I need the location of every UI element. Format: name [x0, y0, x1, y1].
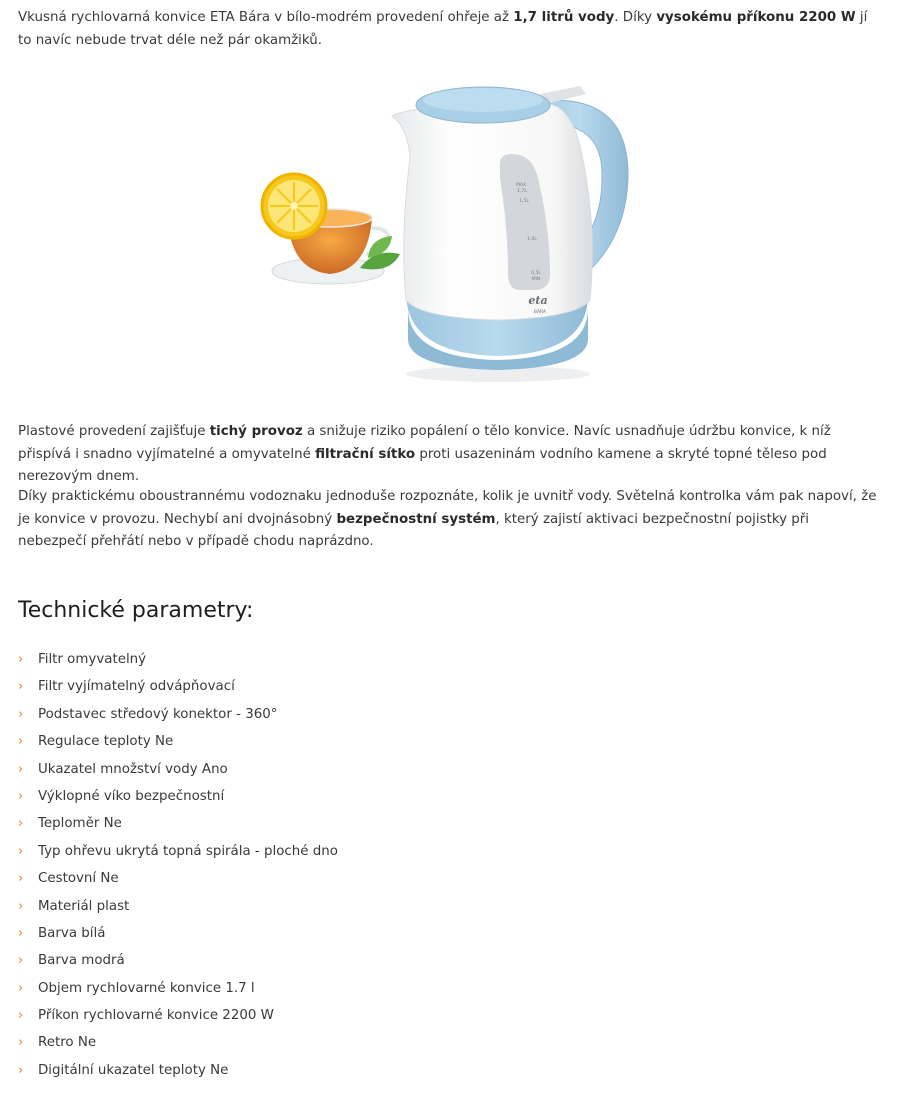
spec-item [18, 649, 338, 676]
chevron-right-icon: › [18, 980, 24, 996]
chevron-right-icon: › [18, 1008, 24, 1024]
gauge-label: 0,5L [531, 271, 541, 276]
chevron-right-icon: › [18, 1062, 24, 1078]
chevron-right-icon: › [18, 734, 24, 750]
chevron-right-icon: › [18, 1035, 24, 1051]
intro-text-1: Vkusná rychlovarná konvice ETA Bára v bílo-modrém provedení ohřeje až [18, 10, 514, 25]
spec-item [18, 731, 338, 758]
brand-logo: eta [528, 294, 548, 307]
chevron-right-icon: › [18, 706, 24, 722]
spec-text: Teploměr Ne [38, 816, 122, 832]
gauge-label: MIN [531, 277, 541, 282]
spec-text: Barva bílá [38, 925, 106, 941]
spec-text: Materiál plast [38, 898, 130, 914]
spec-text: Cestovní Ne [38, 871, 119, 887]
intro-paragraph [18, 7, 878, 52]
chevron-right-icon: › [18, 953, 24, 969]
p2-text-2: a snižuje riziko popálení o tělo konvice. Navíc usnadňuje údržbu konvice, k níž přispívá i snadno vyjímatelné a omyvatelné [18, 424, 831, 462]
spec-item [18, 950, 338, 977]
gauge-label: 1,7L [517, 189, 527, 194]
spec-text: Filtr omyvatelný [38, 652, 147, 667]
spec-item [18, 1005, 338, 1032]
p2-text-1: Plastové provedení zajišťuje [18, 424, 210, 439]
model-label: BÁRA [533, 310, 547, 315]
spec-text: Ukazatel množství vody Ano [38, 761, 228, 777]
spec-item [18, 1032, 338, 1059]
p3-text-1: Díky praktickému oboustrannému vodoznaku jednoduše rozpoznáte, kolik je uvnitř vody. Světelná kontrolka vám pak napoví, že je konvice v provozu. Nechybí ani dvojnásobný [18, 489, 877, 527]
p2-text-3: proti usazeninám vodního kamene a skryté topné těleso pod nerezovým dnem. [18, 446, 827, 485]
kettle-product-image [250, 78, 650, 388]
gauge-label: 1,0L [527, 237, 537, 242]
spec-item [18, 841, 338, 868]
chevron-right-icon: › [18, 898, 24, 914]
spec-text: Retro Ne [38, 1035, 97, 1051]
feature-paragraph-2 [18, 486, 878, 554]
lemon-slice-icon [262, 174, 326, 238]
p2-bold-filter: filtrační sítko [315, 446, 416, 462]
spec-item [18, 896, 338, 923]
chevron-right-icon: › [18, 816, 24, 832]
spec-text: Objem rychlovarné konvice 1.7 l [38, 980, 255, 996]
chevron-right-icon: › [18, 871, 24, 887]
p3-text-2: , který zajistí aktivaci bezpečnostní pojistky při nebezpečí přehřátí nebo v případě chodu naprázdno. [18, 511, 810, 550]
specs-list [18, 649, 338, 1087]
spec-item [18, 676, 338, 703]
spec-item [18, 704, 338, 731]
gauge-label: MAX [515, 183, 527, 188]
intro-text-3: jí to navíc nebude trvat déle než pár okamžiků. [18, 10, 868, 48]
specs-heading: Technické parametry: [18, 598, 254, 623]
p3-bold-safety: bezpečnostní systém [336, 511, 496, 527]
spec-text: Digitální ukazatel teploty Ne [38, 1062, 229, 1078]
spec-text: Příkon rychlovarné konvice 2200 W [38, 1008, 274, 1024]
spec-text: Filtr vyjímatelný odvápňovací [38, 679, 235, 695]
intro-text-2: . Díky [614, 10, 657, 25]
spec-text: Podstavec středový konektor - 360° [38, 706, 278, 722]
spec-text: Typ ohřevu ukrytá topná spirála - ploché dno [38, 843, 338, 859]
chevron-right-icon: › [18, 925, 24, 941]
chevron-right-icon: › [18, 843, 24, 859]
chevron-right-icon: › [18, 788, 24, 804]
spec-item [18, 868, 338, 895]
chevron-right-icon: › [18, 679, 24, 695]
spec-text: Barva modrá [38, 953, 125, 969]
spec-text: Regulace teploty Ne [38, 734, 174, 750]
gauge-label: 1,5L [519, 199, 529, 204]
spec-item [18, 786, 338, 813]
kettle-icon [392, 86, 628, 382]
feature-paragraph-1 [18, 421, 878, 489]
p2-bold-quiet: tichý provoz [209, 424, 303, 439]
intro-bold-volume: 1,7 litrů vody [513, 10, 615, 25]
chevron-right-icon: › [18, 652, 24, 667]
intro-bold-power: vysokému příkonu 2200 W [656, 10, 856, 25]
spec-item [18, 978, 338, 1005]
spec-text: Výklopné víko bezpečnostní [38, 788, 225, 804]
spec-item [18, 759, 338, 786]
spec-item [18, 923, 338, 950]
spec-item [18, 813, 338, 840]
spec-item [18, 1060, 338, 1087]
chevron-right-icon: › [18, 761, 24, 777]
